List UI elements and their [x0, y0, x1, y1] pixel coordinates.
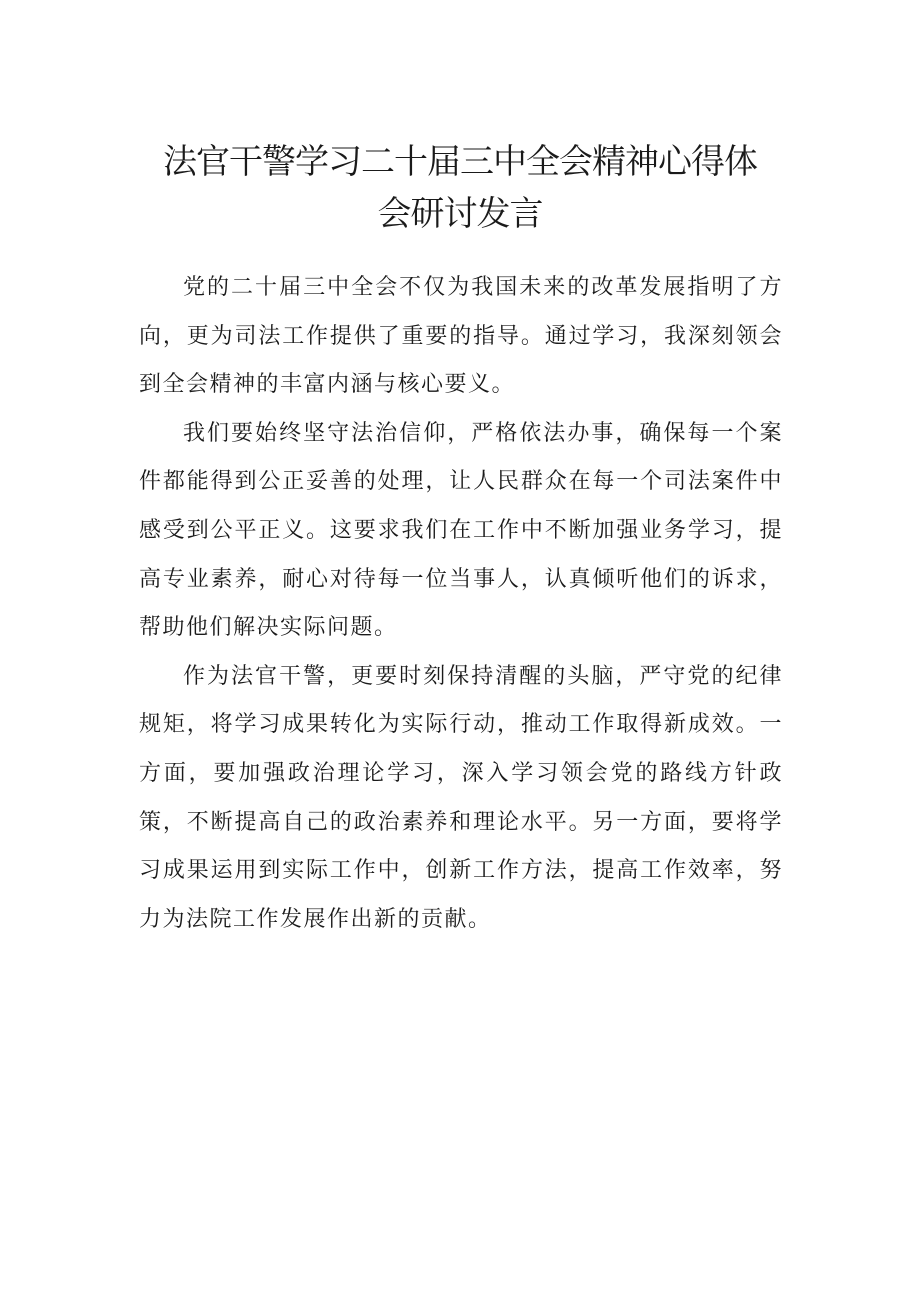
paragraph-3: 作为法官干警，更要时刻保持清醒的头脑，严守党的纪律规矩，将学习成果转化为实际行动，推动工作取得新成效。一方面，要加强政治理论学习，深入学习领会党的路线方针政策，不断提高自己的政治素养和理论水平。另一方面，要将学习成果运用到实际工作中，创新工作方法，提高工作效率，努力为法院工作发展作出新的贡献。 [139, 663, 783, 932]
paragraph-2: 我们要始终坚守法治信仰，严格依法办事，确保每一个案件都能得到公正妥善的处理，让人民群众在每一个司法案件中感受到公平正义。这要求我们在工作中不断加强业务学习，提高专业素养，耐心对待每一位当事人，认真倾听他们的诉求，帮助他们解决实际问题。 [139, 420, 783, 641]
title-line-2: 会研讨发言 [377, 194, 543, 234]
document-title [100, 136, 820, 240]
paragraph-1: 党的二十届三中全会不仅为我国未来的改革发展指明了方向，更为司法工作提供了重要的指导。通过学习，我深刻领会到全会精神的丰富内涵与核心要义。 [139, 275, 783, 398]
document-body [139, 264, 783, 944]
title-line-1: 法官干警学习二十届三中全会精神心得体 [163, 142, 757, 182]
